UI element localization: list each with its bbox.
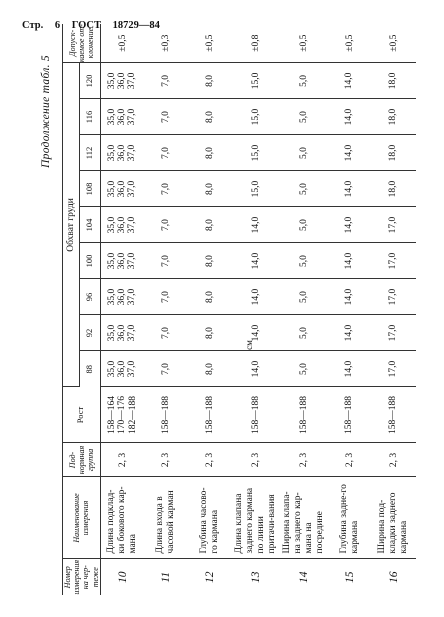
height-value: 158—188 <box>298 396 309 434</box>
measurement-value <box>372 63 416 99</box>
table-row <box>232 24 280 595</box>
height-range <box>232 387 280 443</box>
measurement-number: 15 <box>343 571 356 583</box>
value-line: 5,0 <box>298 363 309 375</box>
size-header: 100 <box>80 243 100 279</box>
value-line: 35,0 <box>106 252 117 270</box>
subgroup: 2, 3 <box>372 443 416 477</box>
measurement-value <box>100 279 144 315</box>
tolerance-value: ±0,5 <box>372 24 416 63</box>
value-line: 7,0 <box>161 111 172 123</box>
height-value: 158—188 <box>205 396 216 434</box>
value-line: 36,0 <box>117 72 128 90</box>
measurement-value <box>328 171 372 207</box>
value-line: 14,0 <box>250 216 261 234</box>
value-line: 17,0 <box>388 360 399 378</box>
value-line: 14,0 <box>344 288 355 306</box>
measurement-name: Ширина клапа-на заднего кар-мана на посредине <box>280 477 328 559</box>
value-line: 17,0 <box>388 252 399 270</box>
height-value: 158—188 <box>161 396 172 434</box>
measurement-value <box>328 99 372 135</box>
value-line: 35,0 <box>106 288 117 306</box>
measurement-value <box>232 315 280 351</box>
table-row <box>280 24 328 595</box>
measurement-value <box>280 171 328 207</box>
column-header-number: Номер измерения на чер-теже <box>63 559 100 595</box>
measurement-value <box>188 207 232 243</box>
measurement-name: Длина входа в часовой карман <box>144 477 188 559</box>
value-line: 35,0 <box>106 180 117 198</box>
measurement-value <box>144 207 188 243</box>
measurement-name: Длина клапана заднего кармана по линии притачи-вания <box>232 477 280 559</box>
measurement-value <box>328 315 372 351</box>
height-value: 158—188 <box>344 396 355 434</box>
measurement-value <box>372 135 416 171</box>
value-line: 18,0 <box>388 72 399 90</box>
height-value: 182—188 <box>127 396 138 434</box>
value-line: 35,0 <box>106 324 117 342</box>
value-line: 14,0 <box>250 360 261 378</box>
value-line: 7,0 <box>161 75 172 87</box>
column-header-tolerance: Допуск-каемое от-клонение <box>63 24 101 63</box>
value-line: 8,0 <box>205 147 216 159</box>
value-line: 35,0 <box>106 360 117 378</box>
measurement-value <box>372 315 416 351</box>
value-line: 8,0 <box>205 327 216 339</box>
table-row <box>372 24 416 595</box>
measurement-value <box>280 315 328 351</box>
continuation-caption: Продолжение табл. 5 <box>40 55 52 168</box>
table-row <box>188 24 232 595</box>
subgroup: 2, 3 <box>144 443 188 477</box>
value-line: 15,0 <box>250 144 261 162</box>
measurement-value <box>100 315 144 351</box>
measurement-value <box>328 135 372 171</box>
value-line: 5,0 <box>298 327 309 339</box>
measurement-number: 14 <box>297 571 310 583</box>
value-line: 37,0 <box>127 216 138 234</box>
value-line: 37,0 <box>127 144 138 162</box>
height-range <box>280 387 328 443</box>
value-line: 36,0 <box>117 324 128 342</box>
tolerance-value: ±0,5 <box>328 24 372 63</box>
height-range <box>188 387 232 443</box>
measurement-value <box>280 63 328 99</box>
measurement-value <box>232 207 280 243</box>
value-line: 14,0 <box>344 108 355 126</box>
value-line: 36,0 <box>117 216 128 234</box>
value-line: 5,0 <box>298 219 309 231</box>
table-body <box>100 24 415 595</box>
value-line: 37,0 <box>127 288 138 306</box>
standard-code: 18729—84 <box>112 20 160 31</box>
tolerance-value: ±0,3 <box>144 24 188 63</box>
measurement-value <box>188 99 232 135</box>
height-range <box>372 387 416 443</box>
measurement-value <box>372 243 416 279</box>
value-line: 36,0 <box>117 180 128 198</box>
measurement-name: Глубина задне-го кармана <box>328 477 372 559</box>
measurement-number: 12 <box>204 571 217 583</box>
height-range <box>328 387 372 443</box>
measurement-name: Глубина часово-го кармана <box>188 477 232 559</box>
unit-label: см <box>244 340 254 350</box>
value-line: 8,0 <box>205 75 216 87</box>
tolerance-value: ±0,5 <box>280 24 328 63</box>
value-line: 14,0 <box>344 216 355 234</box>
tolerance-value: ±0,5 <box>100 24 144 63</box>
height-value: 158—164 <box>106 396 117 434</box>
measurement-name: Длина подклад-ки бокового кар-мана <box>100 477 144 559</box>
measurement-value <box>144 135 188 171</box>
measurement-value <box>188 315 232 351</box>
measurement-value <box>188 171 232 207</box>
value-line: 15,0 <box>250 72 261 90</box>
size-header: 92 <box>80 315 100 351</box>
value-line: 14,0 <box>344 72 355 90</box>
value-line: 5,0 <box>298 111 309 123</box>
measurement-value <box>188 63 232 99</box>
measurement-value <box>100 171 144 207</box>
height-range <box>144 387 188 443</box>
measurement-value <box>144 279 188 315</box>
measurement-value <box>280 99 328 135</box>
height-value: 158—188 <box>250 396 261 434</box>
value-line: 35,0 <box>106 108 117 126</box>
measurement-value <box>100 63 144 99</box>
height-value: 158—188 <box>388 396 399 434</box>
measurement-number: 16 <box>387 571 400 583</box>
measurement-name: Ширина под-кладки заднего кармана <box>372 477 416 559</box>
value-line: 7,0 <box>161 291 172 303</box>
measurement-number: 11 <box>160 571 173 583</box>
value-line: 15,0 <box>250 180 261 198</box>
subgroup: 2, 3 <box>328 443 372 477</box>
value-line: 35,0 <box>106 144 117 162</box>
size-header: 108 <box>80 171 100 207</box>
measurement-value <box>328 351 372 387</box>
value-line: 18,0 <box>388 180 399 198</box>
value-line: 14,0 <box>250 252 261 270</box>
subgroup: 2, 3 <box>280 443 328 477</box>
measurement-value <box>144 351 188 387</box>
measurement-value <box>372 351 416 387</box>
measurement-value <box>372 99 416 135</box>
value-line: 37,0 <box>127 324 138 342</box>
value-line: 36,0 <box>117 144 128 162</box>
value-line: 37,0 <box>127 252 138 270</box>
measurement-number: 13 <box>250 571 263 583</box>
value-line: 8,0 <box>205 363 216 375</box>
measurement-value <box>372 279 416 315</box>
height-value: 170—176 <box>117 396 128 434</box>
value-line: 14,0 <box>344 360 355 378</box>
value-line: 7,0 <box>161 363 172 375</box>
value-line: 8,0 <box>205 291 216 303</box>
size-header: 112 <box>80 135 100 171</box>
measurements-table <box>62 24 416 595</box>
measurement-value <box>100 243 144 279</box>
size-header: 88 <box>80 351 100 387</box>
value-line: 18,0 <box>388 108 399 126</box>
measurement-value <box>232 279 280 315</box>
value-line: 8,0 <box>205 219 216 231</box>
value-line: 7,0 <box>161 183 172 195</box>
value-line: 14,0 <box>344 144 355 162</box>
value-line: 8,0 <box>205 255 216 267</box>
value-line: 37,0 <box>127 108 138 126</box>
measurement-value <box>100 207 144 243</box>
value-line: 5,0 <box>298 147 309 159</box>
value-line: 7,0 <box>161 255 172 267</box>
size-header: 104 <box>80 207 100 243</box>
value-line: 7,0 <box>161 147 172 159</box>
value-line: 5,0 <box>298 183 309 195</box>
height-range <box>100 387 144 443</box>
size-header: 120 <box>80 63 100 99</box>
value-line: 15,0 <box>250 108 261 126</box>
measurement-value <box>232 243 280 279</box>
value-line: 36,0 <box>117 360 128 378</box>
measurement-value <box>232 351 280 387</box>
value-line: 36,0 <box>117 108 128 126</box>
measurement-value <box>328 63 372 99</box>
value-line: 36,0 <box>117 288 128 306</box>
table-row <box>328 24 372 595</box>
measurement-value <box>372 207 416 243</box>
table-row <box>100 24 144 595</box>
subgroup: 2, 3 <box>188 443 232 477</box>
tolerance-value: ±0,5 <box>188 24 232 63</box>
value-line: 7,0 <box>161 219 172 231</box>
column-header-group: Под-нормная группа <box>63 443 101 477</box>
value-line: 5,0 <box>298 255 309 267</box>
table-row <box>144 24 188 595</box>
value-line: 8,0 <box>205 111 216 123</box>
column-header-girth: Обхват груди <box>63 63 80 387</box>
measurement-value <box>100 351 144 387</box>
measurement-value <box>232 135 280 171</box>
measurement-value <box>188 243 232 279</box>
measurement-value <box>280 351 328 387</box>
measurement-value <box>144 171 188 207</box>
subgroup: 2, 3 <box>100 443 144 477</box>
measurement-value <box>232 171 280 207</box>
measurement-value <box>144 243 188 279</box>
measurement-value <box>188 279 232 315</box>
measurement-value <box>328 243 372 279</box>
value-line: 14,0 <box>250 288 261 306</box>
value-line: 37,0 <box>127 72 138 90</box>
value-line: 37,0 <box>127 180 138 198</box>
measurement-value <box>144 99 188 135</box>
measurement-value <box>372 171 416 207</box>
size-header: 96 <box>80 279 100 315</box>
value-line: 37,0 <box>127 360 138 378</box>
value-line: 5,0 <box>298 291 309 303</box>
value-line: 14,0 <box>344 180 355 198</box>
measurement-value <box>144 63 188 99</box>
measurement-value <box>188 135 232 171</box>
measurement-value <box>280 243 328 279</box>
value-line: 7,0 <box>161 327 172 339</box>
value-line: 35,0 <box>106 72 117 90</box>
value-line: 8,0 <box>205 183 216 195</box>
value-line: 35,0 <box>106 216 117 234</box>
value-line: 17,0 <box>388 288 399 306</box>
measurement-value <box>280 279 328 315</box>
value-line: 17,0 <box>388 324 399 342</box>
value-line: 17,0 <box>388 216 399 234</box>
subgroup: 2, 3 <box>232 443 280 477</box>
measurement-number: 10 <box>116 571 129 583</box>
column-header-name: Наименование измерения <box>63 477 101 559</box>
measurement-value <box>280 207 328 243</box>
page-label: Стр. <box>22 20 44 31</box>
value-line: 5,0 <box>298 75 309 87</box>
measurement-value <box>232 63 280 99</box>
column-header-height: Рост <box>63 387 101 443</box>
size-header: 116 <box>80 99 100 135</box>
measurement-value <box>144 315 188 351</box>
measurement-value <box>188 351 232 387</box>
value-line: 14,0 <box>250 324 261 342</box>
value-line: 14,0 <box>344 324 355 342</box>
page-number: 6 <box>54 20 61 31</box>
value-line: 14,0 <box>344 252 355 270</box>
value-line: 18,0 <box>388 144 399 162</box>
tolerance-value: ±0,8 <box>232 24 280 63</box>
measurement-value <box>280 135 328 171</box>
standard-label: ГОСТ <box>71 20 102 31</box>
measurement-value <box>328 279 372 315</box>
value-line: 36,0 <box>117 252 128 270</box>
measurement-value <box>100 135 144 171</box>
measurement-value <box>232 99 280 135</box>
measurement-value <box>328 207 372 243</box>
measurement-value <box>100 99 144 135</box>
